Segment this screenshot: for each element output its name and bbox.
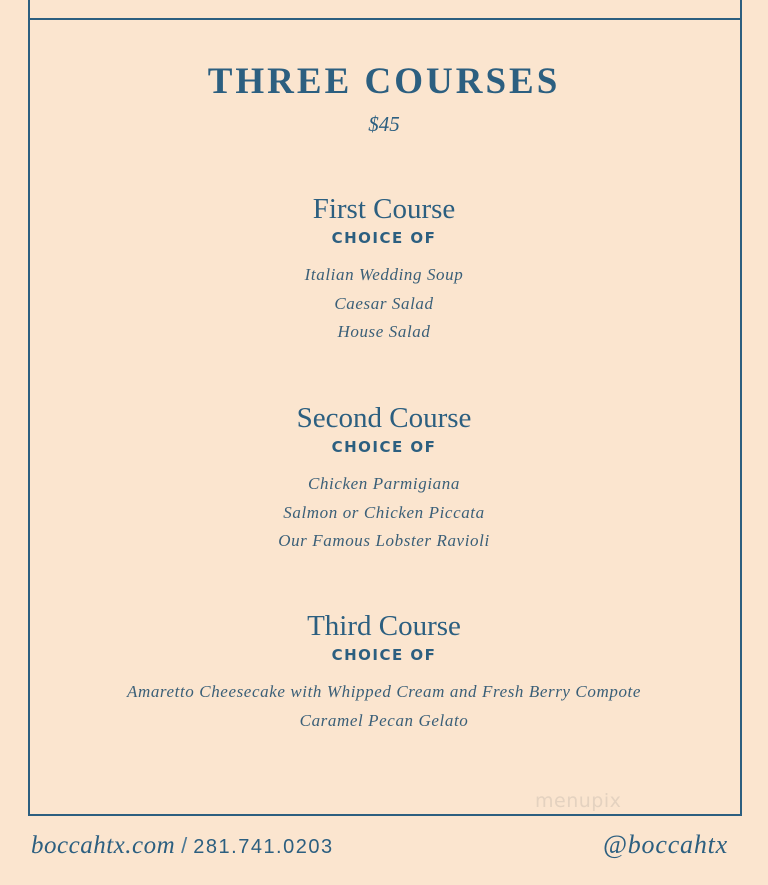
course-title: Third Course [307, 610, 461, 642]
course-items-list [0, 261, 768, 347]
first-course-section [0, 192, 768, 347]
menu-title: THREE COURSES [207, 61, 561, 102]
top-frame-border [28, 0, 742, 20]
menu-item: Caramel Pecan Gelato [299, 710, 469, 730]
course-items-list [0, 678, 768, 735]
menu-item: Italian Wedding Soup [304, 265, 464, 284]
website-link[interactable]: boccahtx.com [31, 832, 176, 859]
menu-item: Caesar Salad [334, 293, 434, 313]
footer-contact [31, 832, 334, 860]
second-course-section [0, 401, 768, 556]
course-choice-label: CHOICE OF [331, 438, 437, 456]
course-title: First Course [312, 193, 456, 225]
phone-number[interactable]: 281.741.0203 [193, 836, 334, 858]
menu-item: Amaretto Cheesecake with Whipped Cream and Fresh Berry Compote [126, 682, 642, 701]
course-choice-label: CHOICE OF [331, 646, 437, 664]
menu-item: Salmon or Chicken Piccata [283, 502, 485, 522]
course-choice-label: CHOICE OF [331, 229, 437, 247]
menu-price: $45 [368, 112, 400, 136]
menu-item: House Salad [337, 322, 431, 341]
menu-item: Chicken Parmigiana [308, 474, 460, 493]
footer-separator: / [181, 833, 188, 858]
course-items-list [0, 470, 768, 556]
watermark: menupix [535, 790, 622, 812]
social-handle[interactable]: @boccahtx [603, 830, 728, 859]
menu-item: Our Famous Lobster Ravioli [278, 531, 490, 550]
third-course-section [0, 609, 768, 735]
course-title: Second Course [296, 402, 472, 434]
